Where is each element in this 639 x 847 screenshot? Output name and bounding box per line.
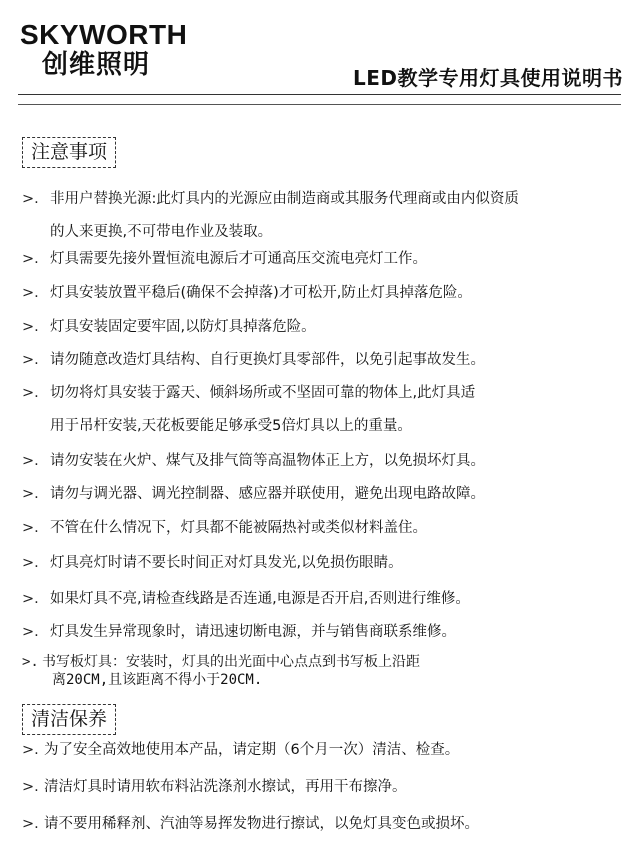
notice-item (22, 349, 629, 371)
brand-name-en: SKYWORTH (20, 19, 188, 50)
brand-name-cn: 创维照明 (42, 50, 151, 80)
notice-item-text: 切勿将灯具安装于露天、倾斜场所或不坚固可靠的物体上,此灯具适 (50, 385, 476, 401)
item-marker: >. (22, 319, 39, 335)
notice-item (22, 653, 629, 689)
item-marker: >. (22, 486, 39, 502)
cleaning-item-text: 请不要用稀释剂、汽油等易挥发物进行擦试，以免灯具变色或损坏。 (44, 816, 479, 832)
notice-item-text-cont: 用于吊杆安装,天花板要能足够承受5倍灯具以上的重量。 (50, 418, 412, 434)
notice-item-text-cont: 离20CM,且该距离不得小于20CM. (52, 672, 263, 688)
cleaning-item (22, 776, 629, 798)
notice-item-text: 书写板灯具：安装时，灯具的出光面中心点点到书写板上沿距 (42, 654, 420, 670)
notice-item (22, 552, 629, 574)
notice-item (22, 282, 629, 304)
item-marker: >. (22, 591, 39, 607)
item-marker: >. (22, 816, 39, 832)
header-divider-thin (18, 104, 621, 105)
notice-item (22, 483, 629, 505)
cleaning-item-text: 清洁灯具时请用软布料沾洗涤剂水擦试，再用干布擦净。 (44, 779, 407, 795)
item-marker: >. (22, 654, 39, 670)
notice-item (22, 248, 629, 270)
cleaning-item (22, 813, 629, 835)
cleaning-item (22, 739, 629, 761)
cleaning-item-text: 为了安全高效地使用本产品，请定期（6个月一次）清洁、检查。 (44, 742, 460, 758)
item-marker: >. (22, 624, 39, 640)
document-title: LED教学专用灯具使用说明书 (352, 66, 623, 90)
notice-item-text: 如果灯具不亮,请检查线路是否连通,电源是否开启,否则进行维修。 (50, 591, 470, 607)
notice-item (22, 517, 629, 539)
item-marker: >. (22, 742, 39, 758)
notice-item-text: 不管在什么情况下，灯具都不能被隔热衬或类似材料盖住。 (50, 520, 427, 536)
notice-item-text: 灯具安装放置平稳后(确保不会掉落)才可松开,防止灯具掉落危险。 (50, 285, 472, 301)
notice-item (22, 382, 629, 437)
item-marker: >. (22, 385, 39, 401)
notice-item (22, 621, 629, 643)
notice-item-text: 灯具亮灯时请不要长时间正对灯具发光,以免损伤眼睛。 (50, 555, 403, 571)
notice-item-text: 请勿与调光器、调光控制器、感应器并联使用，避免出现电路故障。 (50, 486, 485, 502)
item-marker: >. (22, 251, 39, 267)
item-marker: >. (22, 779, 39, 795)
item-marker: >. (22, 555, 39, 571)
item-marker: >. (22, 191, 39, 207)
item-marker: >. (22, 520, 39, 536)
notice-item-text: 灯具发生异常现象时，请迅速切断电源，并与销售商联系维修。 (50, 624, 456, 640)
section-heading-cleaning: 清洁保养 (22, 704, 116, 735)
header-divider (18, 94, 621, 95)
notice-item (22, 316, 629, 338)
notice-item-text: 灯具安装固定要牢固,以防灯具掉落危险。 (50, 319, 316, 335)
notice-item-text-cont: 的人来更换,不可带电作业及装取。 (50, 224, 273, 240)
notice-item (22, 588, 629, 610)
section-heading-notice: 注意事项 (22, 137, 116, 168)
notice-item-text: 非用户替换光源:此灯具内的光源应由制造商或其服务代理商或由内似资质 (50, 191, 519, 207)
notice-item (22, 450, 629, 472)
brand-logo (20, 20, 187, 80)
notice-item-text: 灯具需要先接外置恒流电源后才可通高压交流电亮灯工作。 (50, 251, 427, 267)
notice-item-text: 请勿安装在火炉、煤气及排气筒等高温物体正上方，以免损坏灯具。 (50, 453, 485, 469)
item-marker: >. (22, 453, 39, 469)
item-marker: >. (22, 285, 39, 301)
notice-item (22, 188, 629, 243)
notice-item-text: 请勿随意改造灯具结构、自行更换灯具零部件，以免引起事故发生。 (50, 352, 485, 368)
item-marker: >. (22, 352, 39, 368)
